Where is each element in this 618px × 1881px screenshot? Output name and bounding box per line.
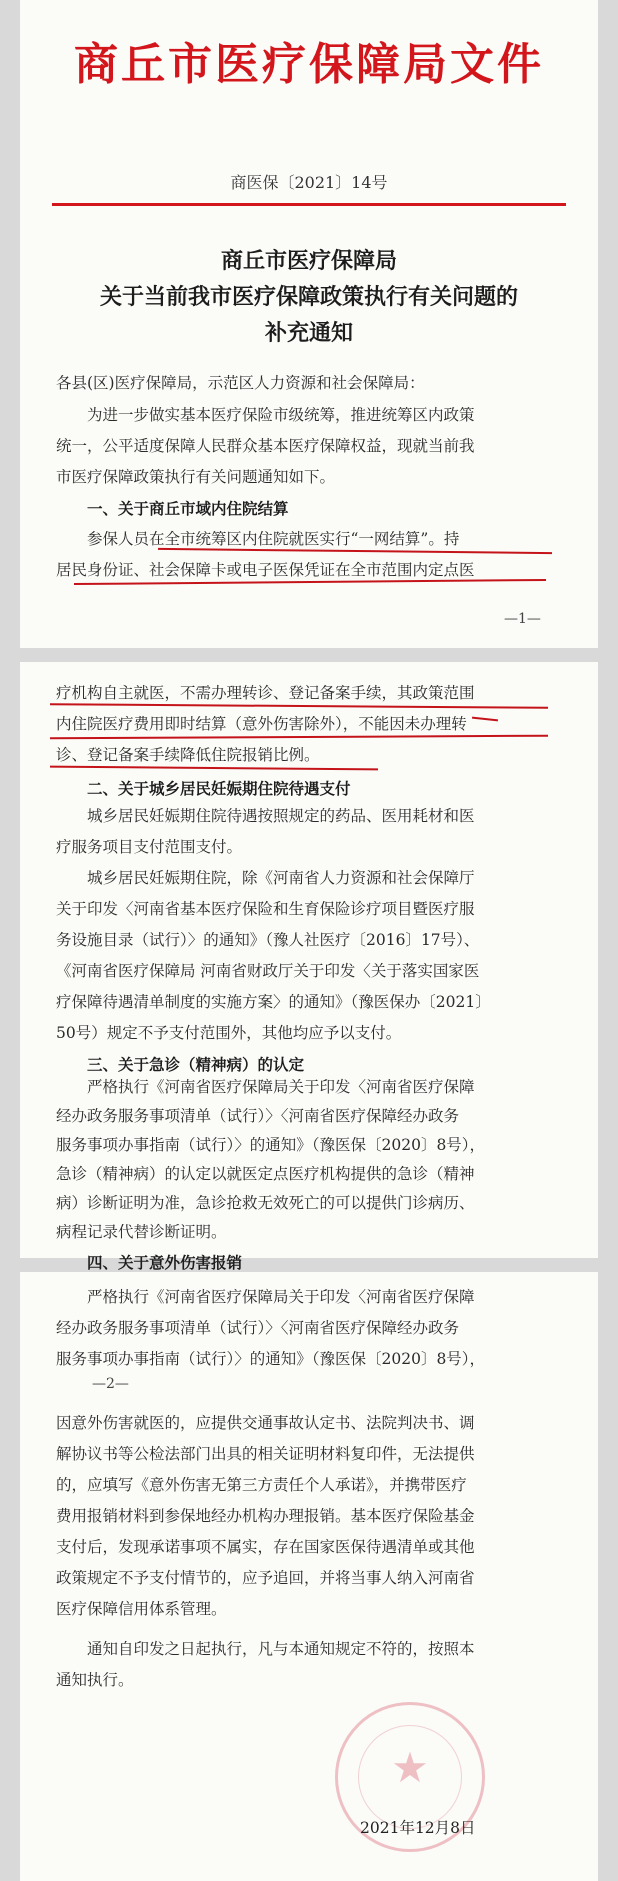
text-line: 《河南省医疗保障局 河南省财政厅关于印发〈关于落实国家医 [56,962,480,980]
text-line: 的，应填写《意外伤害无第三方责任个人承诺》，并携带医疗 [56,1476,467,1494]
document-header-title: 商丘市医疗保障局文件 [74,39,544,90]
intro-paragraph [56,400,475,493]
text-line: 解协议书等公检法部门出具的相关证明材料复印件，无法提供 [56,1445,475,1463]
text-line: 严格执行《河南省医疗保障局关于印发〈河南省医疗保障 [87,1078,475,1096]
text-line: 市医疗保障政策执行有关问题通知如下。 [56,468,336,486]
text-line: 费用报销材料到参保地经办机构办理报销。基本医疗保险基金 [56,1507,475,1525]
addressee: 各县(区)医疗保障局，示范区人力资源和社会保障局： [56,374,425,392]
section-1-heading: 一、关于商丘市域内住院结算 [87,499,289,518]
section-1-paragraph [56,524,475,586]
text-line: 经办政务服务事项清单（试行）〉〈河南省医疗保障经办政务 [56,1107,460,1125]
section-4-continued [56,1408,475,1625]
text-line: 通知自印发之日起执行，凡与本通知规定不符的，按照本 [87,1640,475,1658]
section-2-paragraph-1 [56,801,475,863]
pencil-mark [472,717,498,722]
page-3 [20,1272,598,1881]
text-line: 内住院医疗费用即时结算（意外伤害除外），不能因未办理转 [56,715,467,733]
text-line: 疗服务项目支付范围支付。 [56,838,243,856]
page-2 [20,662,598,1272]
text-line: 经办政务服务事项清单（试行）〉〈河南省医疗保障经办政务 [56,1319,460,1337]
section-4-heading: 四、关于意外伤害报销 [87,1253,243,1272]
text-line: 诊、登记备案手续降低住院报销比例。 [56,746,320,764]
text-line: 为进一步做实基本医疗保险市级统筹，推进统筹区内政策 [87,406,475,424]
text-line: 关于印发〈河南省基本医疗保险和生育保险诊疗项目暨医疗服 [56,900,475,918]
title-line: 关于当前我市医疗保障政策执行有关问题的 [99,284,518,310]
text-line: 疗保障待遇清单制度的实施方案〉的通知》（豫医保办〔2021〕 [56,993,491,1011]
text-line: 参保人员在全市统筹区内住院就医实行“一网结算”。持 [87,530,460,548]
text-line: 支付后，发现承诺事项不属实，存在国家医保待遇清单或其他 [56,1538,475,1556]
text-line: 服务事项办事指南（试行）〉的通知》（豫医保〔2020〕8号）， [56,1350,486,1368]
title-line: 商丘市医疗保障局 [220,248,397,274]
text-line: 政策规定不予支付情节的，应予追回，并将当事人纳入河南省 [56,1569,475,1587]
title-line: 补充通知 [264,320,353,346]
text-line: 疗机构自主就医，不需办理转诊、登记备案手续，其政策范围 [56,684,475,702]
section-3-paragraph [56,1073,485,1247]
text-line: 病）诊断证明为准，急诊抢救无效死亡的可以提供门诊病历、 [56,1194,475,1212]
page-1 [20,0,598,648]
header-red-rule [52,203,566,206]
seal-star-icon: ★ [391,1743,429,1792]
text-line: 50号）规定不予支付范围外，其他均应予以支付。 [56,1024,402,1042]
section-2-heading: 二、关于城乡居民妊娠期住院待遇支付 [87,779,351,798]
section-1-continued [56,678,475,771]
text-line: 医疗保障信用体系管理。 [56,1600,227,1618]
text-line: 城乡居民妊娠期住院，除《河南省人力资源和社会保障厅 [87,869,475,887]
text-line: 严格执行《河南省医疗保障局关于印发〈河南省医疗保障 [87,1288,475,1306]
text-line: 通知执行。 [56,1671,134,1689]
document-number: 商医保〔2021〕14号 [230,173,388,192]
text-line: 务设施目录（试行）〉的通知》（豫人社医疗〔2016〕17号）、 [56,931,480,949]
section-3-heading: 三、关于急诊（精神病）的认定 [87,1055,305,1074]
text-line: 城乡居民妊娠期住院待遇按照规定的药品、医用耗材和医 [87,807,475,825]
text-line: 急诊（精神病）的认定以就医定点医疗机构提供的急诊（精神 [56,1165,475,1183]
text-line: 病程记录代替诊断证明。 [56,1223,227,1241]
text-line: 服务事项办事指南（试行）〉的通知》（豫医保〔2020〕8号）， [56,1136,486,1154]
notice-title [20,243,598,351]
issue-date: 2021年12月8日 [360,1819,476,1837]
text-line: 居民身份证、社会保障卡或电子医保凭证在全市范围内定点医 [56,561,475,579]
text-line: 因意外伤害就医的，应提供交通事故认定书、法院判决书、调 [56,1414,475,1432]
closing-paragraph [56,1634,475,1696]
page-number: —2— [92,1376,129,1392]
section-4-paragraph [56,1282,485,1375]
text-line: 统一，公平适度保障人民群众基本医疗保障权益，现就当前我 [56,437,475,455]
section-2-paragraph-2 [56,863,491,1049]
page-number: —1— [504,611,541,627]
